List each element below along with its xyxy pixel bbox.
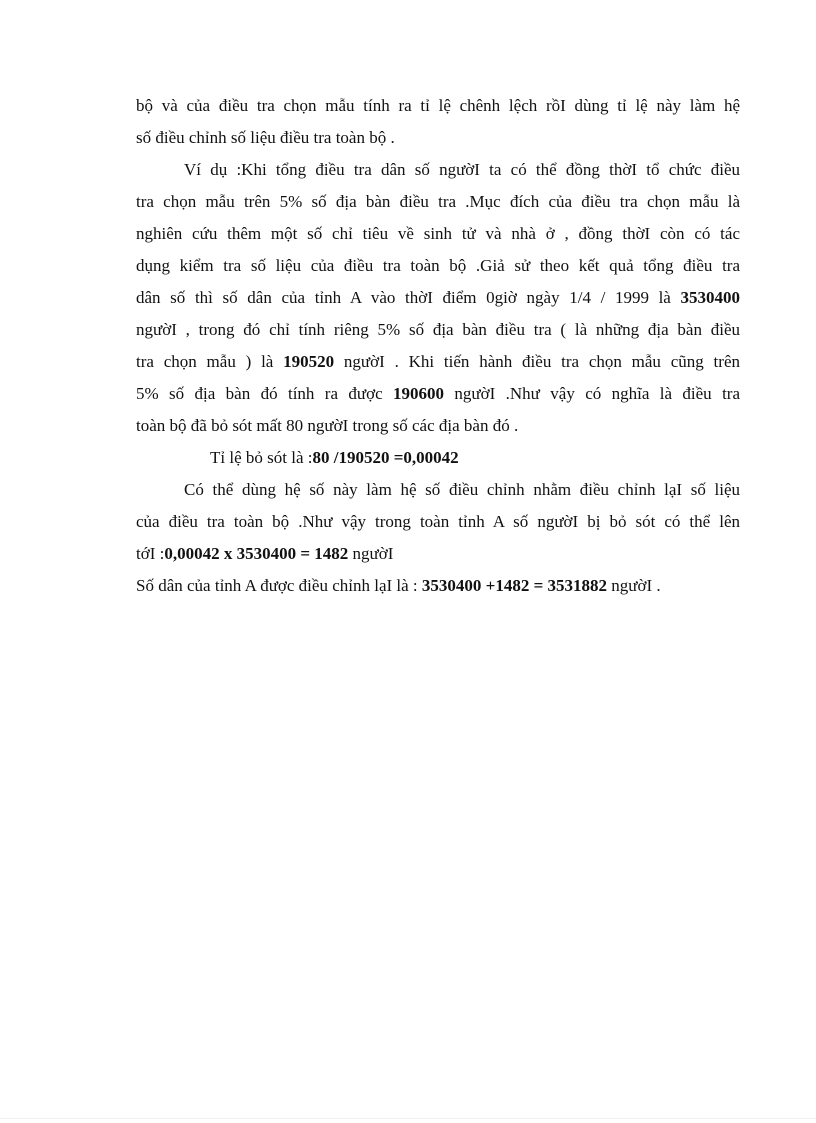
text-segment: nghiên cứu thêm một số chỉ tiêu về sinh tử và nhà ở , đồng thờI còn có tác (136, 224, 740, 243)
text-segment: ngườI . (607, 576, 661, 595)
text-segment: ngườI . Khi tiến hành điều tra chọn mẫu cũng trên (334, 352, 740, 371)
text-segment: dân số thì số dân của tỉnh A vào thờI điểm 0giờ ngày 1/4 / 1999 là (136, 288, 681, 307)
bold-figure: 0,00042 x 3530400 = 1482 (164, 544, 349, 563)
adjusted-population-line (136, 570, 740, 602)
body-text (136, 90, 740, 602)
text-segment: 5% số địa bàn đó tính ra được (136, 384, 394, 403)
text-line (136, 314, 740, 346)
text-segment: Tỉ lệ bỏ sót là : (210, 448, 313, 467)
text-segment: tra chọn mẫu trên 5% số địa bàn điều tra .Mục đích của điều tra chọn mẫu là (136, 192, 740, 211)
paragraph-adjustment-start (136, 474, 740, 506)
text-segment: ngườI .Như vậy có nghĩa là điều tra (444, 384, 740, 403)
text-segment: Ví dụ :Khi tổng điều tra dân số ngườI ta có thể đồng thờI tổ chức điều (184, 160, 740, 179)
text-segment: số điều chỉnh số liệu điều tra toàn bộ . (136, 128, 395, 147)
text-segment: Có thể dùng hệ số này làm hệ số điều chỉnh nhằm điều chỉnh lạI số liệu (184, 480, 740, 499)
text-line (136, 346, 740, 378)
text-line (136, 410, 740, 442)
text-line (136, 282, 740, 314)
bold-figure: 3530400 +1482 = 3531882 (421, 576, 608, 595)
text-line (136, 122, 740, 154)
bold-figure: 190520 (283, 352, 335, 371)
bold-figure: 80 /190520 =0,00042 (312, 448, 459, 467)
text-line (136, 218, 740, 250)
page-edge-divider (0, 1118, 816, 1119)
text-line (136, 506, 740, 538)
text-segment: bộ và của điều tra chọn mẫu tính ra tỉ lệ chênh lệch rồI dùng tỉ lệ này làm hệ (136, 96, 740, 115)
bold-figure: 3530400 (680, 288, 740, 307)
paragraph-example-start (136, 154, 740, 186)
text-segment: ngườI , trong đó chỉ tính riêng 5% số địa bàn điều tra ( là những địa bàn điều (136, 320, 740, 339)
text-segment: tra chọn mẫu ) là (136, 352, 284, 371)
omission-rate-line (136, 442, 740, 474)
text-line (136, 250, 740, 282)
text-segment: Số dân của tỉnh A được điều chỉnh lạI là : (136, 576, 422, 595)
text-segment: tớI : (136, 544, 165, 563)
text-segment: ngườI (348, 544, 394, 563)
text-line (136, 538, 740, 570)
bold-figure: 190600 (393, 384, 445, 403)
text-line (136, 186, 740, 218)
text-segment: toàn bộ đã bỏ sót mất 80 ngườI trong số các địa bàn đó . (136, 416, 519, 435)
text-line (136, 378, 740, 410)
text-segment: dụng kiểm tra số liệu của điều tra toàn bộ .Giả sử theo kết quả tổng điều tra (136, 256, 740, 275)
text-line (136, 90, 740, 122)
text-segment: của điều tra toàn bộ .Như vậy trong toàn tỉnh A số ngườI bị bỏ sót có thể lên (136, 512, 740, 531)
